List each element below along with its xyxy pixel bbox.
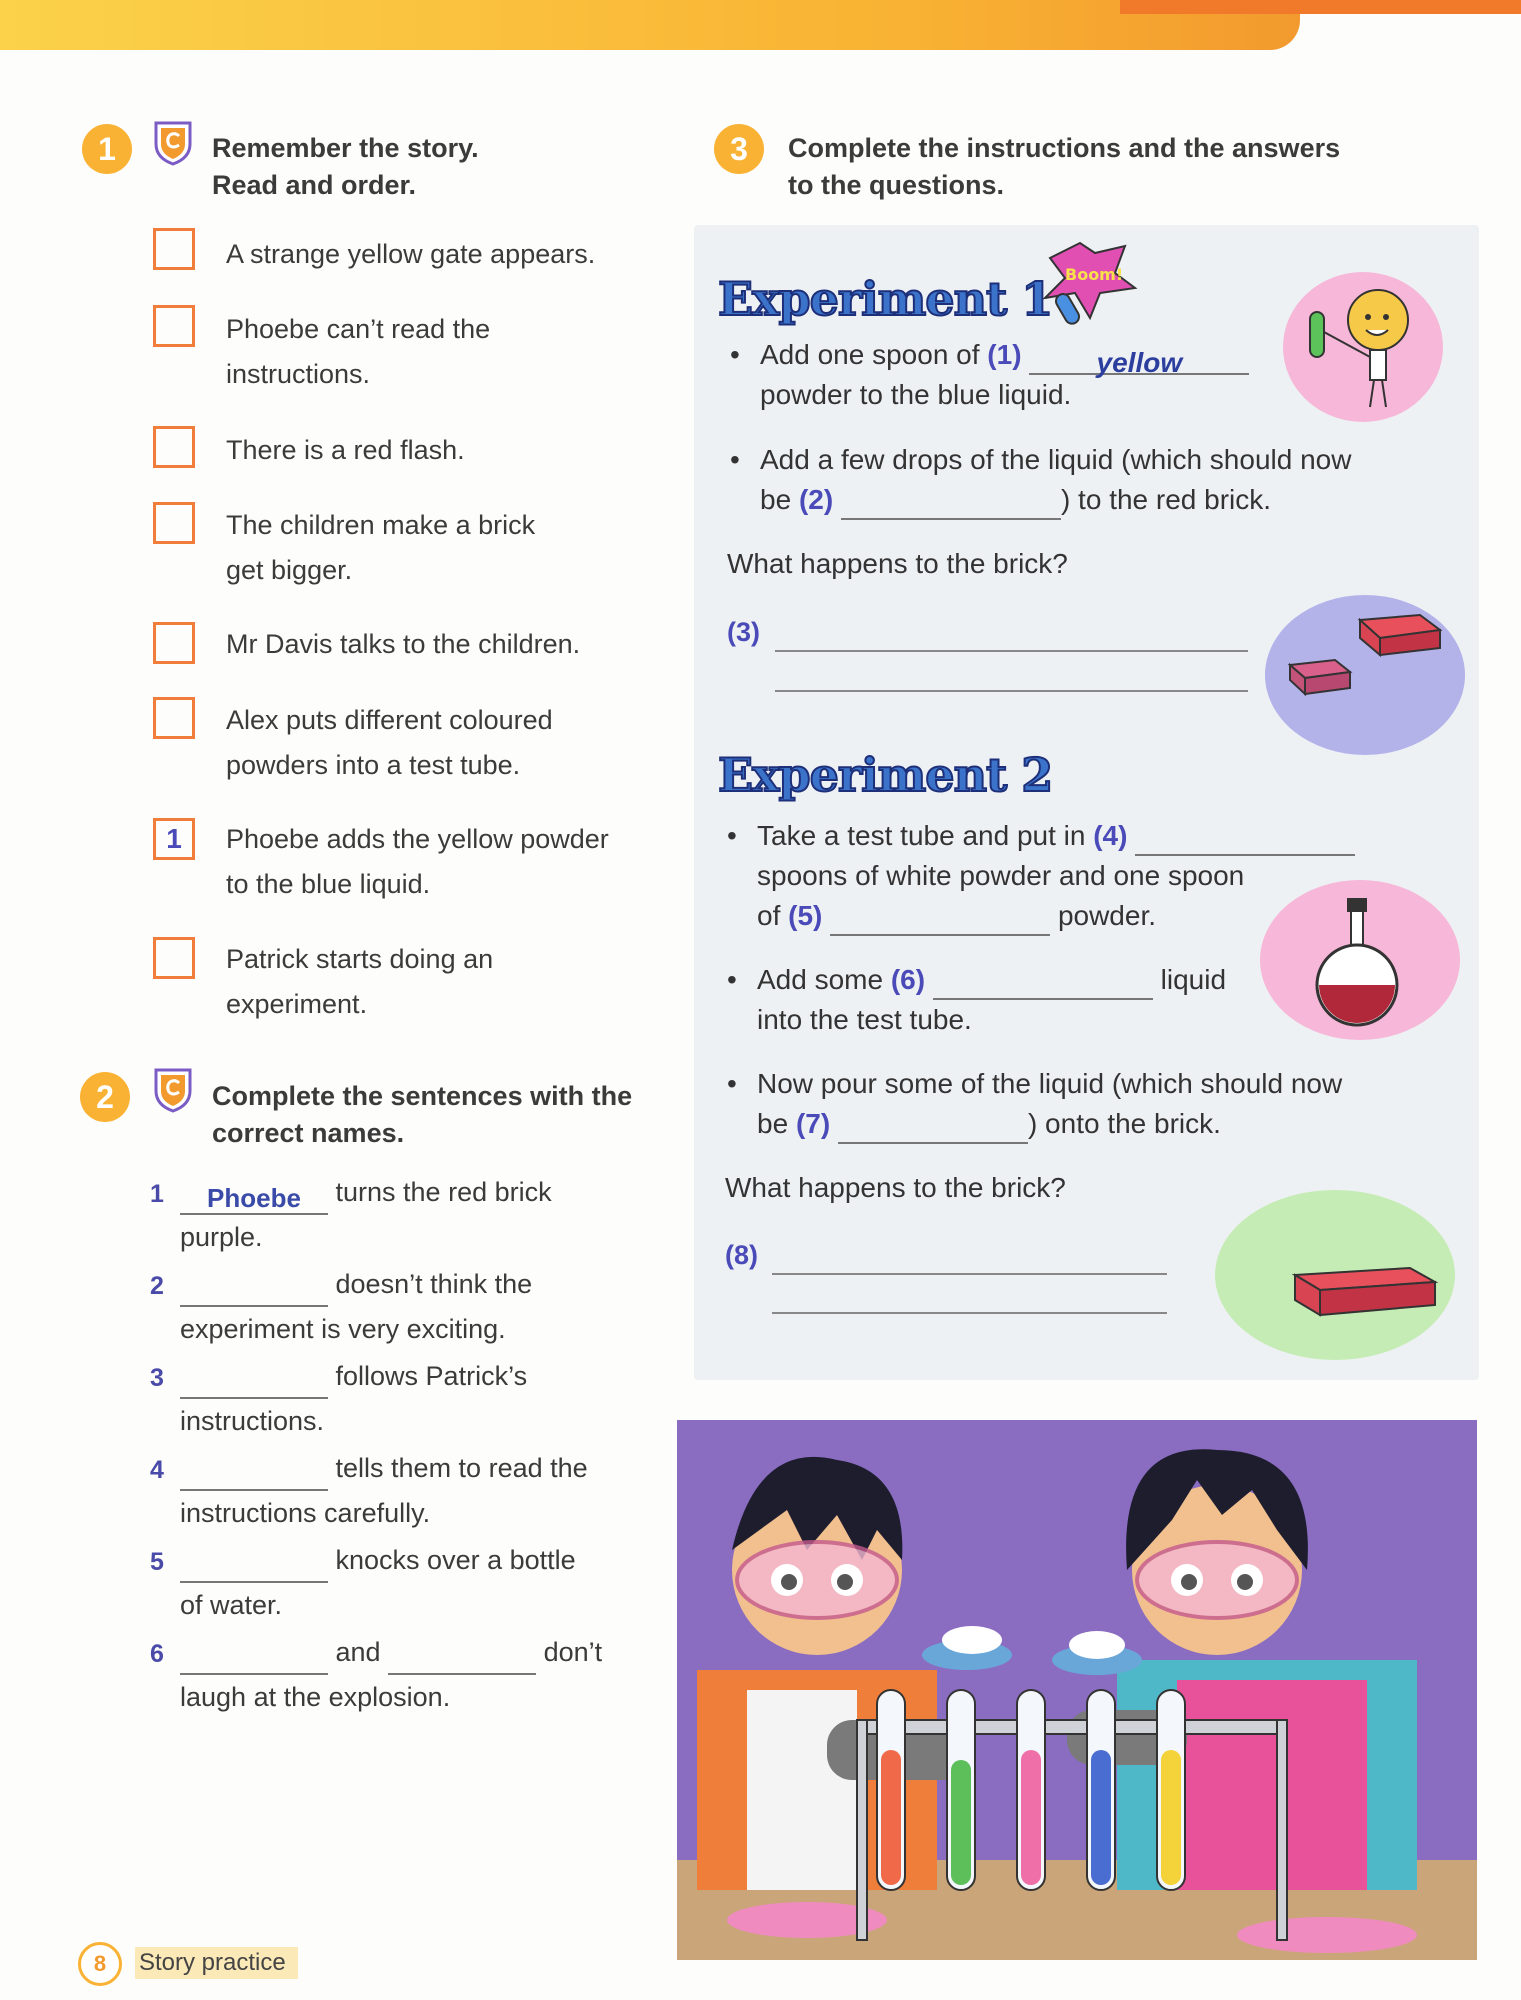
answer-field[interactable]: [933, 968, 1153, 1000]
sentence-number: 3: [150, 1364, 164, 1392]
story-illustration: [677, 1420, 1477, 1960]
sentence: follows Patrick’s instructions.: [180, 1361, 528, 1436]
svg-text:Boom!: Boom!: [1065, 265, 1124, 284]
sentence-number: 2: [150, 1272, 164, 1300]
answer-field[interactable]: Phoebe: [180, 1183, 328, 1215]
answer-number: (3): [727, 617, 760, 647]
bricks-icon: [1280, 600, 1460, 710]
order-box[interactable]: [153, 622, 195, 664]
order-item: Phoebe can’t read the instructions.: [226, 314, 491, 389]
answer-line[interactable]: [772, 1273, 1167, 1275]
experiment-2-title: Experiment 2: [718, 748, 1053, 802]
order-box[interactable]: 1: [153, 818, 195, 860]
answer-field[interactable]: [830, 904, 1050, 936]
order-item: Mr Davis talks to the children.: [226, 629, 581, 659]
order-box[interactable]: [153, 502, 195, 544]
answer-field[interactable]: [180, 1275, 328, 1307]
answer-line[interactable]: [775, 650, 1248, 652]
chemist-character-icon: [1290, 262, 1440, 422]
sentence: knocks over a bottle of water.: [180, 1545, 576, 1620]
answer-field[interactable]: [180, 1367, 328, 1399]
answer-field[interactable]: [841, 488, 1061, 520]
answer-field[interactable]: [838, 1112, 1028, 1144]
shield-icon: [153, 120, 193, 166]
order-item: Alex puts different coloured powders into a test tube.: [226, 705, 553, 780]
top-banner: [0, 0, 1300, 50]
section-label: Story practice: [135, 1947, 298, 1979]
answer-field[interactable]: [180, 1551, 328, 1583]
experiment-1-step: • Add a few drops of the liquid (which should now be (2) ) to the red brick.: [760, 440, 1351, 520]
exercise-2-title: Complete the sentences with the correct names.: [212, 1081, 633, 1148]
experiment-1-step: • Add one spoon of (1) yellow powder to the blue liquid.: [760, 335, 1249, 415]
question: What happens to the brick?: [727, 548, 1068, 579]
top-banner-accent: [1120, 0, 1521, 14]
answer-field[interactable]: yellow: [1029, 343, 1249, 375]
sentence-number: 1: [150, 1180, 164, 1208]
exercise-2-number: 2: [80, 1072, 130, 1122]
experiment-2-step: • Take a test tube and put in (4) spoons of white powder and one spoon of (5) powder.: [757, 816, 1355, 936]
order-box[interactable]: [153, 228, 195, 270]
sentence: doesn’t think the experiment is very exciting.: [180, 1269, 533, 1344]
answer-field[interactable]: [180, 1643, 328, 1675]
order-box[interactable]: [153, 426, 195, 468]
answer-line[interactable]: [775, 690, 1248, 692]
order-box[interactable]: [153, 305, 195, 347]
order-box[interactable]: [153, 697, 195, 739]
sentence: tells them to read the instructions carefully.: [180, 1453, 588, 1528]
shield-icon: [153, 1067, 193, 1113]
brick-icon: [1290, 1260, 1440, 1330]
experiment-1-title: Experiment 1: [718, 272, 1053, 326]
exercise-3-title: Complete the instructions and the answers to the questions.: [788, 133, 1341, 200]
answer-field[interactable]: [1135, 824, 1355, 856]
answer-line[interactable]: [772, 1312, 1167, 1314]
children-experiment-illustration: [677, 1420, 1477, 1960]
answer-number: (8): [725, 1240, 758, 1270]
boom-test-tube-icon: [1040, 238, 1140, 328]
experiment-2-step: • Add some (6) liquid into the test tube.: [727, 964, 1227, 1035]
sentence: Phoebe turns the red brick purple.: [180, 1177, 552, 1252]
answer-field[interactable]: [388, 1643, 536, 1675]
sentence-number: 5: [150, 1548, 164, 1576]
sentence: and don’t laugh at the explosion.: [180, 1637, 603, 1712]
order-item: Patrick starts doing an experiment.: [226, 944, 494, 1019]
order-box[interactable]: [153, 937, 195, 979]
order-item: A strange yellow gate appears.: [226, 239, 596, 269]
order-item: There is a red flash.: [226, 435, 465, 465]
page-number: 8: [78, 1942, 122, 1986]
experiment-2-step: • Now pour some of the liquid (which should now be (7) ) onto the brick.: [757, 1064, 1342, 1144]
question: What happens to the brick?: [725, 1172, 1066, 1203]
exercise-1-title: Remember the story. Read and order.: [212, 133, 479, 200]
answer-field[interactable]: [180, 1459, 328, 1491]
order-item: The children make a brick get bigger.: [226, 510, 536, 585]
order-item: Phoebe adds the yellow powder to the blue liquid.: [226, 824, 609, 899]
exercise-1-number: 1: [82, 124, 132, 174]
sentence-number: 4: [150, 1456, 164, 1484]
sentence-number: 6: [150, 1640, 164, 1668]
exercise-3-number: 3: [714, 124, 764, 174]
